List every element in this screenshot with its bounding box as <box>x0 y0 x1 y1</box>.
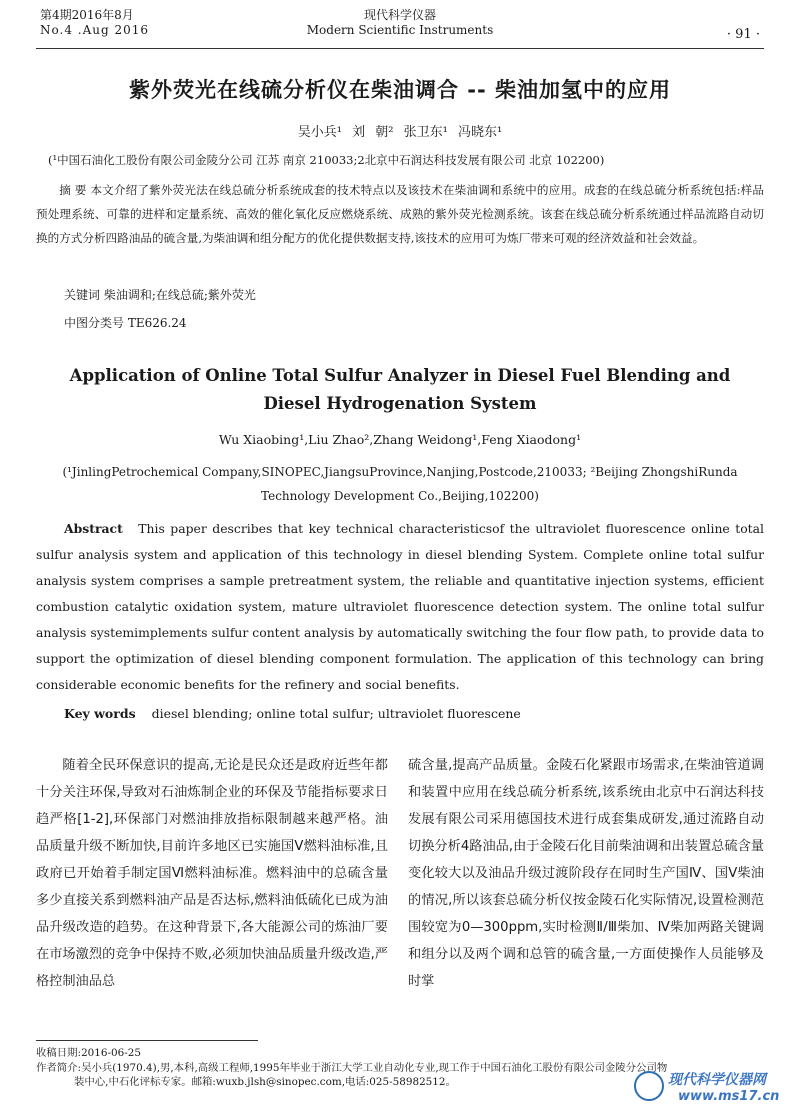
watermark-site-name: 现代科学仪器网 <box>668 1072 766 1088</box>
abstract-cn: 摘 要 本文介绍了紫外荧光法在线总硫分析系统成套的技术特点以及该技术在柴油调和系统中的应用。成套的在线总硫分析系统包括:样品预处理系统、可靠的进样和定量系统、高效的催化氧化反应燃烧系统、成熟的紫外荧光检测系统。该套在线总硫分析系统通过样品流路自动切换的方式分析四路油品的硫含量,为柴油调和组分配方的优化提供数据支持,该技术的应用可为炼厂带来可观的经济效益和社会效益。 <box>36 183 764 245</box>
footnote-author-bio-cont: 装中心,中石化评标专家。邮箱:wuxb.jlsh@sinopec.com,电话:025-58982512。 <box>74 1076 456 1088</box>
abstract-en-text: This paper describes that key technical characteristicsof the ultraviolet fluorescence online total sulfur analysis system and application of this technology in diesel blending System. Complete online total sulfur analysis system comprises a sample pretreatment system, the reliable and quantitative injection systems, efficient combustion catalytic oxidation system, mature ultraviolet fluorescence detection system. The online total sulfur analysis systemimplements sulfur content analysis by automatically switching the four flow path, to provide data to support the optimization of diesel blending component formulation. The application of this technology can bring considerable economic benefits for the refinery and social benefits. <box>36 521 764 692</box>
body-column-left: 随着全民环保意识的提高,无论是民众还是政府近些年都十分关注环保,导致对石油炼制企业的环保及节能指标要求日趋严格[1-2],环保部门对燃油排放指标限制越来越严格。油品质量升级不断加快,目前许多地区已实施国Ⅴ燃料油标准,且政府已开始着手制定国Ⅵ燃料油标准。燃料油中的总硫含量多少直接关系到燃料油产品是否达标,燃料油低硫化已成为油品升级改造的趋势。在这种背景下,各大能源公司的炼油厂要在市场激烈的竞争中保持不败,必须加快油品质量升级改造,严格控制油品总 <box>36 758 388 989</box>
header-divider <box>36 48 764 49</box>
authors-cn: 吴小兵¹ 刘 朝² 张卫东¹ 冯晓东¹ <box>297 125 503 140</box>
issue-cn: 第4期2016年8月 <box>40 8 134 22</box>
issue-info <box>40 8 149 38</box>
authors-en: Wu Xiaobing¹,Liu Zhao²,Zhang Weidong¹,Feng Xiaodong¹ <box>218 432 582 447</box>
footnote-received: 收稿日期:2016-06-25 <box>36 1047 141 1059</box>
footnote-divider <box>36 1040 258 1041</box>
watermark-url: www.ms17.cn <box>678 1089 780 1104</box>
abstract-en-label: Abstract <box>64 521 123 536</box>
abstract-en <box>36 516 764 698</box>
footnote-author-bio: 作者简介:吴小兵(1970.4),男,本科,高级工程师,1995年毕业于浙江大学工业自动化专业,现工作于中国石油化工股份有限公司金陵分公司物 <box>36 1062 668 1074</box>
keywords-en <box>64 706 521 721</box>
title-en: Application of Online Total Sulfur Analyzer in Diesel Fuel Blending and Diesel Hydrogenation System <box>69 366 731 413</box>
affiliation-en: (¹JinlingPetrochemical Company,SINOPEC,JiangsuProvince,Nanjing,Postcode,210033; ²Beijing ZhongshiRunda Technology Development Co.,Beijing,102200) <box>62 465 738 503</box>
keywords-en-text: diesel blending; online total sulfur; ultraviolet fluorescene <box>151 706 521 721</box>
journal-name <box>250 8 550 38</box>
clc-number: 中图分类号 TE626.24 <box>64 316 187 330</box>
journal-en: Modern Scientific Instruments <box>306 23 494 37</box>
keywords-en-label: Key words <box>64 706 136 721</box>
globe-logo-icon <box>634 1071 664 1101</box>
title-cn: 紫外荧光在线硫分析仪在柴油调合 -- 柴油加氢中的应用 <box>128 78 672 102</box>
journal-cn: 现代科学仪器 <box>363 8 436 22</box>
affiliation-cn: (¹中国石油化工股份有限公司金陵分公司 江苏 南京 210033;2北京中石润达科技发展有限公司 北京 102200) <box>48 153 605 167</box>
keywords-cn: 关键词 柴油调和;在线总硫;紫外荧光 <box>64 288 256 302</box>
page-number: · 91 · <box>726 27 760 42</box>
issue-en: No.4 .Aug 2016 <box>40 23 150 37</box>
watermark <box>634 1067 794 1111</box>
body-column-right: 硫含量,提高产品质量。金陵石化紧跟市场需求,在柴油管道调和装置中应用在线总硫分析系统,该系统由北京中石润达科技发展有限公司采用德国技术进行成套集成研发,通过流路自动切换分析4路油品,由于金陵石化目前柴油调和出装置总硫含量变化较大以及油品升级过渡阶段存在同时生产国Ⅳ、国Ⅴ柴油的情况,所以该套总硫分析仪按金陵石化实际情况,设置检测范围较宽为0—300ppm,实时检测Ⅱ/Ⅲ柴加、Ⅳ柴加两路关键调和组分以及两个调和总管的硫含量,一方面使操作人员能够及时掌 <box>408 758 764 989</box>
